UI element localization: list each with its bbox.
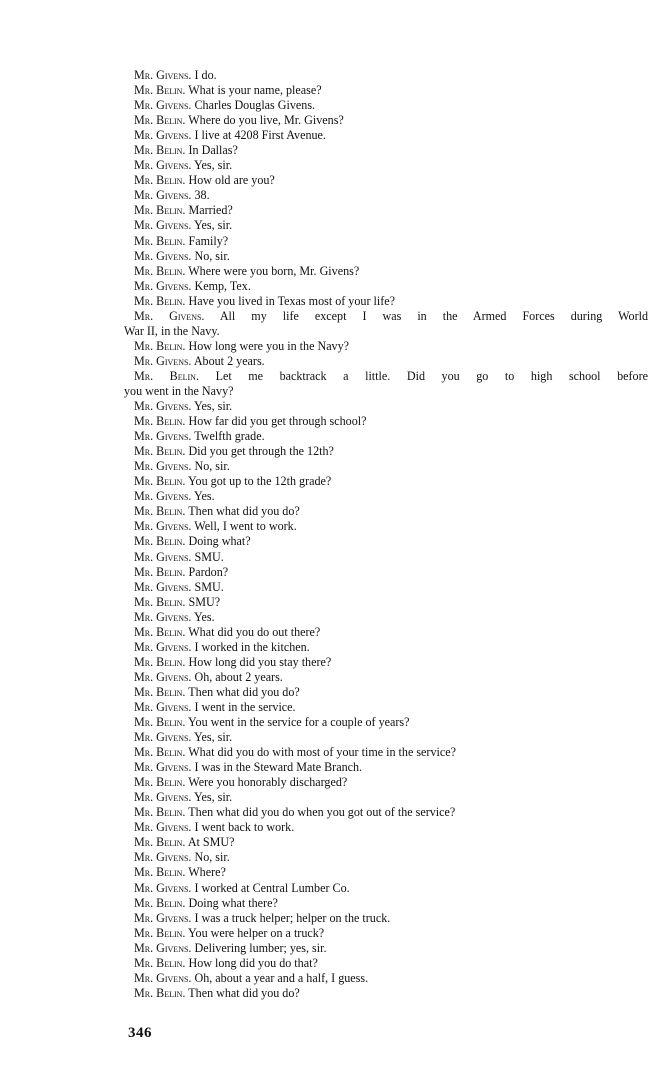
speaker-label: Mr. Givens. <box>134 669 192 684</box>
line-text: Then what did you do? <box>188 684 300 699</box>
transcript-line <box>124 324 648 339</box>
speaker-label: Mr. Givens. <box>134 970 192 985</box>
transcript-line <box>124 534 648 549</box>
speaker-label: Mr. Givens. <box>134 609 192 624</box>
speaker-label: Mr. Givens. <box>134 68 192 82</box>
speaker-label: Mr. Belin. <box>134 444 186 459</box>
transcript-line <box>124 173 648 188</box>
line-text: What is your name, please? <box>188 83 322 98</box>
transcript-line <box>124 610 648 625</box>
transcript-line <box>124 309 648 324</box>
line-text: Kemp, Tex. <box>194 278 251 293</box>
transcript-line <box>124 911 648 926</box>
transcript-line <box>124 745 648 760</box>
speaker-label: Mr. Belin. <box>134 805 186 820</box>
line-text: I was a truck helper; helper on the truck. <box>194 910 391 925</box>
speaker-label: Mr. Givens. <box>134 579 192 594</box>
transcript-line <box>124 339 648 354</box>
speaker-label: Mr. Belin. <box>134 925 186 940</box>
line-text: SMU? <box>188 594 221 609</box>
line-text: Then what did you do? <box>188 985 300 1000</box>
speaker-label: Mr. Givens. <box>134 188 192 203</box>
transcript-line <box>124 730 648 745</box>
transcript-line <box>124 941 648 956</box>
line-text: Married? <box>188 203 233 218</box>
line-text: Yes, sir. <box>194 730 233 745</box>
transcript-line <box>124 504 648 519</box>
transcript-line <box>124 625 648 640</box>
line-text: I went back to work. <box>194 820 295 835</box>
line-text: I was in the Steward Mate Branch. <box>194 760 363 775</box>
transcript-line <box>124 459 648 474</box>
transcript-line <box>124 218 648 233</box>
line-text: Then what did you do when you got out of the service? <box>188 805 456 820</box>
line-text: Family? <box>188 233 229 248</box>
transcript-page <box>124 68 648 1001</box>
transcript-line <box>124 670 648 685</box>
transcript-line <box>124 474 648 489</box>
speaker-label: Mr. Givens. <box>134 248 192 263</box>
transcript-line <box>124 98 648 113</box>
speaker-label: Mr. Belin. <box>134 414 186 429</box>
speaker-label: Mr. Belin. <box>134 263 186 278</box>
transcript-line <box>124 820 648 835</box>
speaker-label: Mr. Belin. <box>134 203 186 218</box>
speaker-label: Mr. Givens. <box>134 820 192 835</box>
line-text: SMU. <box>194 549 224 564</box>
transcript-line <box>124 550 648 565</box>
speaker-label: Mr. Givens. <box>134 880 192 895</box>
line-text: Yes. <box>194 489 215 504</box>
line-text: Delivering lumber; yes, sir. <box>194 940 327 955</box>
transcript-line <box>124 128 648 143</box>
speaker-label: Mr. Givens. <box>134 158 192 173</box>
speaker-label: Mr. Givens. <box>134 278 192 293</box>
speaker-label: Mr. Belin. <box>134 534 186 549</box>
transcript-line <box>124 279 648 294</box>
line-text: Yes. <box>194 609 215 624</box>
line-text: No, sir. <box>194 248 230 263</box>
line-text: You got up to the 12th grade? <box>188 474 332 489</box>
line-text: You went in the service for a couple of years? <box>188 715 410 730</box>
transcript-line <box>124 715 648 730</box>
speaker-label: Mr. Givens. <box>134 98 192 113</box>
speaker-label: Mr. Belin. <box>134 173 186 188</box>
transcript-line <box>124 700 648 715</box>
transcript-line <box>124 986 648 1001</box>
speaker-label: Mr. Givens. <box>134 128 192 143</box>
line-text: No, sir. <box>194 459 230 474</box>
transcript-line <box>124 865 648 880</box>
speaker-label: Mr. Belin. <box>134 865 186 880</box>
line-text: In Dallas? <box>188 143 238 158</box>
transcript-line <box>124 805 648 820</box>
line-text: How long were you in the Navy? <box>188 338 350 353</box>
line-text: Where do you live, Mr. Givens? <box>188 113 344 128</box>
line-text: I do. <box>194 68 217 82</box>
line-text: Did you get through the 12th? <box>188 444 334 459</box>
speaker-label: Mr. Belin. <box>134 293 186 308</box>
line-text: Have you lived in Texas most of your life? <box>188 293 395 308</box>
transcript-line <box>124 369 648 384</box>
transcript-line <box>124 264 648 279</box>
transcript-line <box>124 881 648 896</box>
transcript-line <box>124 113 648 128</box>
transcript-line <box>124 580 648 595</box>
line-text: Twelfth grade. <box>194 429 265 444</box>
line-text: Oh, about 2 years. <box>194 669 283 684</box>
speaker-label: Mr. Givens. <box>134 850 192 865</box>
line-text: No, sir. <box>194 850 230 865</box>
speaker-label: Mr. Givens. <box>134 940 192 955</box>
speaker-label: Mr. Givens. <box>134 760 192 775</box>
speaker-label: Mr. Belin. <box>134 835 186 850</box>
line-text: I went in the service. <box>194 699 296 714</box>
line-text: Yes, sir. <box>194 158 233 173</box>
speaker-label: Mr. Givens. <box>134 399 192 414</box>
transcript-line <box>124 429 648 444</box>
transcript-line <box>124 835 648 850</box>
transcript-line <box>124 354 648 369</box>
transcript-line <box>124 956 648 971</box>
transcript-line <box>124 655 648 670</box>
transcript-line <box>124 414 648 429</box>
line-text: Where? <box>188 865 226 880</box>
line-text: Well, I went to work. <box>194 519 297 534</box>
speaker-label: Mr. Belin. <box>134 368 199 383</box>
speaker-label: Mr. Givens. <box>134 639 192 654</box>
line-text: I live at 4208 First Avenue. <box>194 128 326 143</box>
transcript-line <box>124 489 648 504</box>
line-text: How old are you? <box>188 173 275 188</box>
transcript-line <box>124 249 648 264</box>
speaker-label: Mr. Givens. <box>134 459 192 474</box>
speaker-label: Mr. Belin. <box>134 624 186 639</box>
line-text: Oh, about a year and a half, I guess. <box>194 970 369 985</box>
line-text: What did you do out there? <box>188 624 321 639</box>
line-text: All my life except I was in the Armed Forces during World <box>219 308 649 323</box>
transcript-line <box>124 68 648 83</box>
line-text: Were you honorably discharged? <box>188 775 348 790</box>
line-text: How long did you stay there? <box>188 654 332 669</box>
speaker-label: Mr. Givens. <box>134 519 192 534</box>
speaker-label: Mr. Belin. <box>134 775 186 790</box>
speaker-label: Mr. Givens. <box>134 218 192 233</box>
transcript-line <box>124 640 648 655</box>
line-text: Let me backtrack a little. Did you go to high school before <box>215 368 648 383</box>
speaker-label: Mr. Givens. <box>134 429 192 444</box>
transcript-line <box>124 565 648 580</box>
transcript-line <box>124 775 648 790</box>
speaker-label: Mr. Givens. <box>134 730 192 745</box>
speaker-label: Mr. Belin. <box>134 715 186 730</box>
speaker-label: Mr. Givens. <box>134 910 192 925</box>
line-text: Charles Douglas Givens. <box>194 98 316 113</box>
transcript-line <box>124 595 648 610</box>
page-number: 346 <box>128 1025 152 1041</box>
line-text: How far did you get through school? <box>188 414 367 429</box>
transcript-line <box>124 896 648 911</box>
speaker-label: Mr. Belin. <box>134 233 186 248</box>
line-text: Yes, sir. <box>194 399 233 414</box>
speaker-label: Mr. Givens. <box>134 699 192 714</box>
speaker-label: Mr. Belin. <box>134 955 186 970</box>
line-text: Doing what? <box>188 534 251 549</box>
speaker-label: Mr. Belin. <box>134 113 186 128</box>
transcript-line <box>124 158 648 173</box>
speaker-label: Mr. Belin. <box>134 895 186 910</box>
line-text: I worked in the kitchen. <box>194 639 310 654</box>
speaker-label: Mr. Belin. <box>134 654 186 669</box>
speaker-label: Mr. Belin. <box>134 143 186 158</box>
transcript-line <box>124 971 648 986</box>
speaker-label: Mr. Belin. <box>134 504 186 519</box>
transcript-line <box>124 760 648 775</box>
line-text: I worked at Central Lumber Co. <box>194 880 350 895</box>
speaker-label: Mr. Givens. <box>134 790 192 805</box>
transcript-line <box>124 83 648 98</box>
speaker-label: Mr. Belin. <box>134 594 186 609</box>
speaker-label: Mr. Belin. <box>134 83 186 98</box>
transcript-line <box>124 294 648 309</box>
speaker-label: Mr. Belin. <box>134 474 186 489</box>
speaker-label: Mr. Givens. <box>134 549 192 564</box>
line-text: War II, in the Navy. <box>124 323 220 338</box>
line-text: 38. <box>194 188 210 203</box>
transcript-line <box>124 850 648 865</box>
speaker-label: Mr. Givens. <box>134 489 192 504</box>
transcript-line <box>124 188 648 203</box>
line-text: Doing what there? <box>188 895 278 910</box>
transcript-line <box>124 399 648 414</box>
transcript-line <box>124 203 648 218</box>
line-text: At SMU? <box>187 835 235 850</box>
line-text: Yes, sir. <box>194 790 233 805</box>
speaker-label: Mr. Belin. <box>134 684 186 699</box>
transcript-line <box>124 519 648 534</box>
line-text: you went in the Navy? <box>124 383 234 398</box>
transcript-line <box>124 790 648 805</box>
speaker-label: Mr. Belin. <box>134 985 186 1000</box>
speaker-label: Mr. Givens. <box>134 308 205 323</box>
line-text: You were helper on a truck? <box>188 925 325 940</box>
transcript-line <box>124 384 648 399</box>
line-text: How long did you do that? <box>188 955 318 970</box>
transcript-body <box>124 68 648 1001</box>
line-text: About 2 years. <box>193 353 265 368</box>
line-text: Yes, sir. <box>194 218 233 233</box>
speaker-label: Mr. Belin. <box>134 564 186 579</box>
line-text: SMU. <box>194 579 224 594</box>
transcript-line <box>124 444 648 459</box>
transcript-line <box>124 234 648 249</box>
transcript-line <box>124 685 648 700</box>
line-text: Pardon? <box>188 564 229 579</box>
transcript-line <box>124 143 648 158</box>
speaker-label: Mr. Givens. <box>134 353 192 368</box>
line-text: What did you do with most of your time in the service? <box>188 745 456 760</box>
speaker-label: Mr. Belin. <box>134 338 186 353</box>
transcript-line <box>124 926 648 941</box>
speaker-label: Mr. Belin. <box>134 745 186 760</box>
line-text: Where were you born, Mr. Givens? <box>188 263 360 278</box>
line-text: Then what did you do? <box>188 504 300 519</box>
